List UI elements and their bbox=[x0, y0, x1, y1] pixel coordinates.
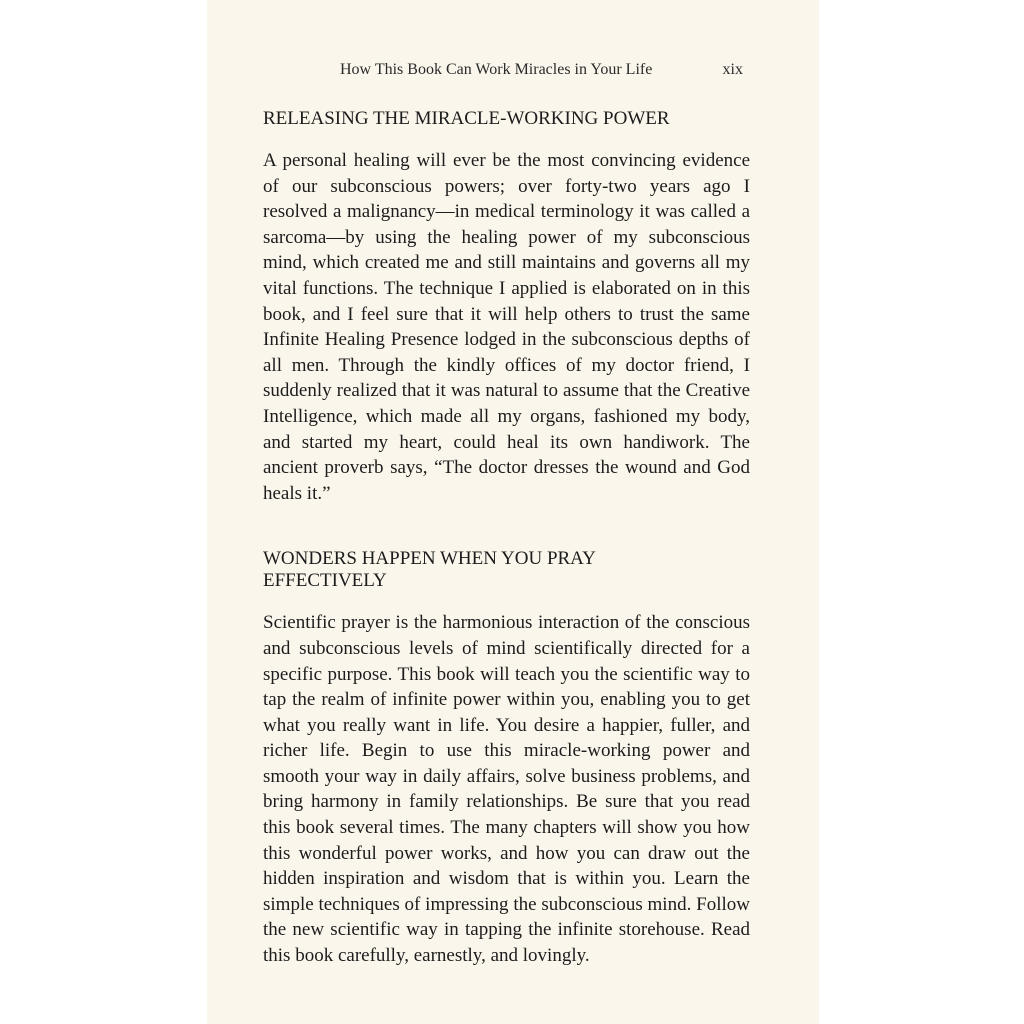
section-body-releasing-power: A personal healing will ever be the most convincing evidence of our subconscious powers; over forty-two years ago I resolved a malignancy—in medical terminology it was called a sarcoma—by using the healing power of my subconscious mind, which created me and still maintains and governs all my vital functions. The technique I applied is elaborated on in this book, and I feel sure that it will help others to trust the same Infinite Healing Presence lodged in the subconscious depths of all men. Through the kindly offices of my doctor friend, I suddenly realized that it was natural to assume that the Creative Intelligence, which made all my organs, fashioned my body, and started my heart, could heal its own handiwork. The ancient proverb says, “The doctor dresses the wound and God heals it.” bbox=[263, 150, 750, 504]
section-heading-releasing-power: RELEASING THE MIRACLE-WORKING POWER bbox=[263, 108, 670, 129]
page-number: xix bbox=[722, 61, 743, 78]
book-page bbox=[207, 0, 819, 1024]
section-body-wonders-happen: Scientific prayer is the harmonious interaction of the conscious and subconscious levels of mind scientifically directed for a specific purpose. This book will teach you the scientific way to tap the realm of infinite power within you, enabling you to get what you really want in life. You desire a happier, fuller, and richer life. Begin to use this miracle-working power and smooth your way in daily affairs, solve business problems, and bring harmony in family relationships. Be sure that you read this book several times. The many chapters will show you how this wonderful power works, and how you can draw out the hidden inspiration and wisdom that is within you. Learn the simple techniques of impressing the subconscious mind. Follow the new scientific way in tapping the infinite storehouse. Read this book carefully, earnestly, and lovingly. bbox=[263, 612, 750, 967]
section-heading-wonders-happen: WONDERS HAPPEN WHEN YOU PRAY EFFECTIVELY bbox=[263, 548, 596, 592]
section-spacer bbox=[263, 506, 750, 548]
page-content bbox=[263, 108, 750, 969]
running-head-title: How This Book Can Work Miracles in Your Life bbox=[340, 61, 653, 78]
